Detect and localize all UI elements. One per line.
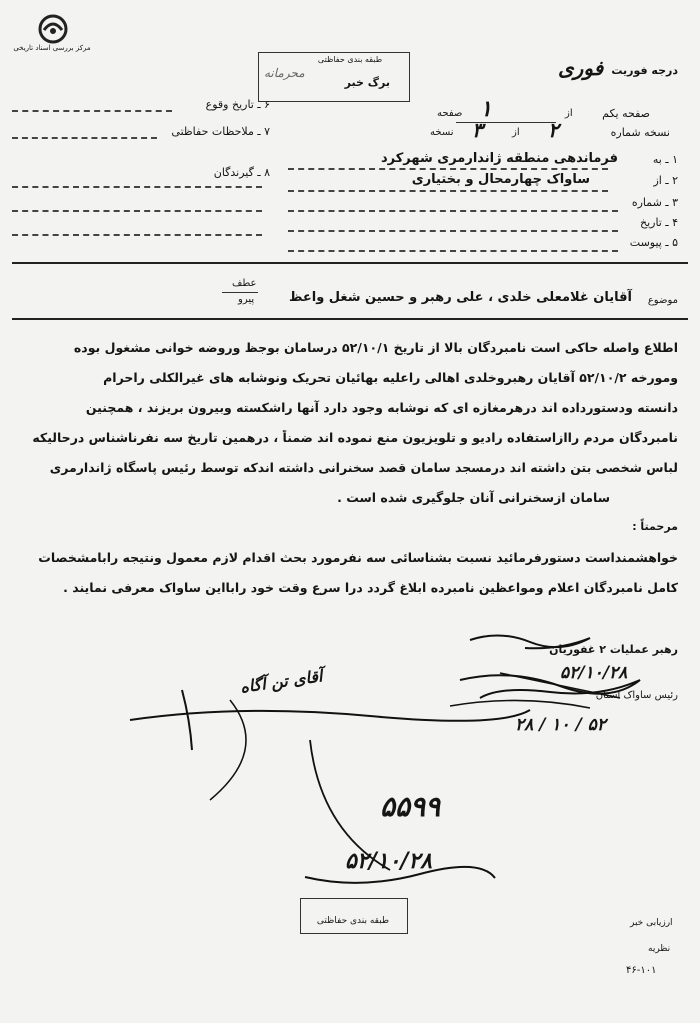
body-line-2: ومورخه ۵۲/۱۰/۲ آقایان رهبروخلدی اهالی راعلیه بهائیان تحریک ونوشابه های غیرالکلی راحرام [103,370,678,385]
from-label: ۲ ـ از [653,174,678,187]
footer-opinion: نظریه [648,944,671,954]
urgency-label: درجه فوریت [611,64,678,77]
security-notes-label: ۷ ـ ملاحظات حفاظتی [171,125,270,138]
signature-title: رئیس ساواک استان [595,690,678,701]
top-stamp-inner: محرمانه [264,66,305,80]
archive-logo [38,14,68,44]
attachment-label: ۵ ـ پیوست [629,236,678,249]
copy-handwritten: ۲ [548,118,559,142]
copy-total-handwritten: ۳ [472,118,483,142]
subject-text: آقایان غلامعلی خلدی ، علی رهبر و حسین شغل واعظ [288,290,632,305]
bottom-stamp-label: طبقه بندی حفاظتی [316,916,390,926]
number-underline [300,862,500,892]
event-date-label: ۶ ـ تاریخ وقوع [205,98,270,111]
body-line-3: دانسته ودستورداده اند درهرمغازه ای که نوشابه وجود دارد آنها راشکسته وبیرون بریزند ، همچنین [85,400,678,415]
recipients-label: ۸ ـ گیرندگان [213,166,270,179]
footer-code: ۴۶-۱۰۱ [626,965,657,976]
follow-label: پیرو [238,294,255,305]
body-line-6: سامان ازسخنرانی آنان جلوگیری شده است . [337,490,610,505]
page-suffix-label: صفحه [437,108,463,119]
handwritten-note: آقای تن آگاه [239,666,324,697]
number-label: ۳ ـ شماره [631,196,678,209]
request-line-2: کامل نامبردگان اعلام ومواعظین نامبرده ابلاغ گردد درا سرع وقت خود رابااین ساواک معرفی نمایند . [63,580,678,595]
body-line-5: لباس شخصی بتن داشته اند درمسجد سامان قصد سخنرانی داشته اندکه توسط رئیس پاسگاه ژاندارمری [49,460,678,475]
page-of-label: از [565,108,573,119]
archive-logo-caption: مرکز بررسی اسناد تاریخی [13,44,91,52]
archive-logo-icon [38,14,68,44]
signature-date-1: ۵۲/۱۰/۲۸ [560,663,628,683]
page-number-label: صفحه یکم [602,107,650,120]
to-value: فرماندهی منطقه ژاندارمری شهرکرد [380,151,618,166]
page-handwritten: ۱ [480,96,492,122]
reference-label: عطف [232,278,257,289]
request-label: مرحمتاً : [632,520,678,533]
urgency-handwritten: فوری [558,56,604,80]
top-stamp-label: طبقه بندی حفاظتی [317,55,383,64]
footer-evaluation: ارزیابی خبر [630,918,673,928]
to-label: ۱ ـ به [652,153,678,166]
copy-number-label: نسخه شماره [610,126,670,139]
top-stamp-value: برگ خبر [344,76,390,89]
from-value: ساواک چهارمحال و بختیاری [411,172,590,187]
copy-suffix-label: نسخه [430,127,454,138]
subject-label: موضوع [647,295,678,306]
handwritten-number-2: ۵۲/۱۰/۲۸ [345,848,432,874]
signature-name: رهبر عملیات ۲ غفوریان [549,643,678,656]
handwritten-number-1: ۵۵۹۹ [380,790,441,823]
signature-date-2: ۲۸ / ۱۰ / ۵۲ [515,715,606,735]
date-label: ۴ ـ تاریخ [639,216,678,229]
request-line-1: خواهشمنداست دستورفرمائید نسبت بشناسائی سه نفرمورد بحث اقدام لازم معمول ونتیجه رابامشخصات [38,550,678,565]
copy-of-label: از [512,127,520,138]
handwriting-strokes [120,680,540,880]
body-line-4: نامبردگان مردم راازاستفاده رادیو و تلویزیون منع نموده اند ضمناً ، درهمین تاریخ سه نفرناشناس درحالیکه [32,430,678,445]
body-line-1: اطلاع واصله حاکی است نامبردگان بالا از تاریخ ۵۲/۱۰/۱ درسامان بوجظ وروضه خوانی مشغول بوده [73,340,678,355]
